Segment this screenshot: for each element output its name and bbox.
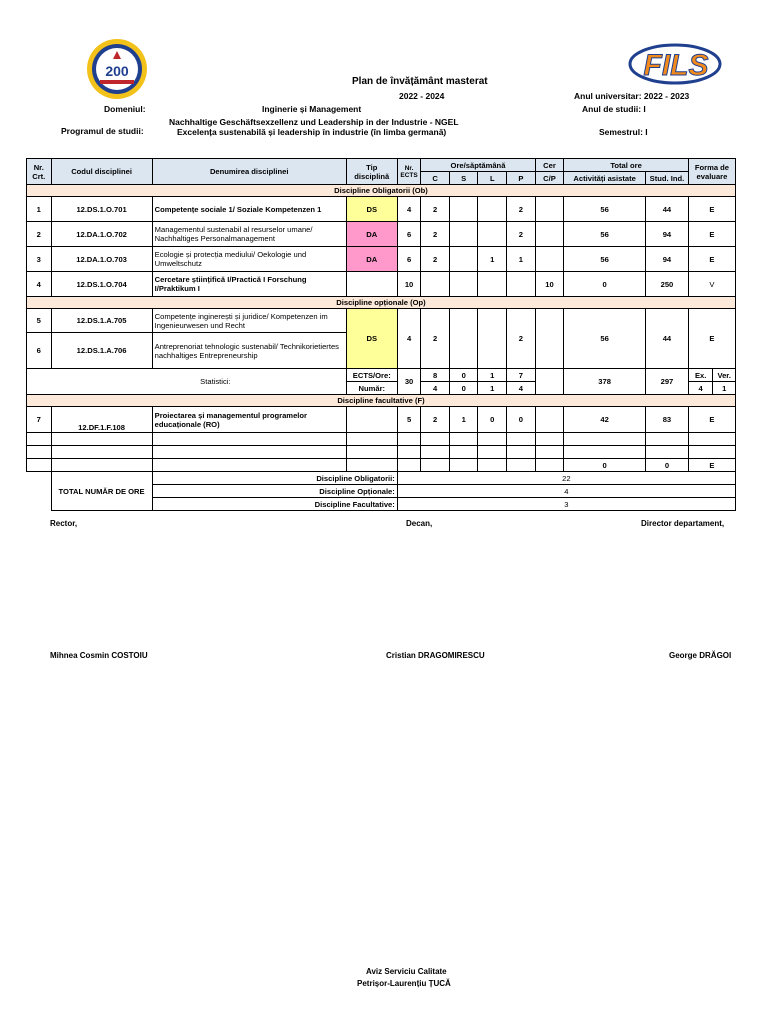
row-name: Competențe inginerești și juridice/ Kompetenzen im Ingenieurwesen und Recht [152, 309, 346, 333]
row-l [478, 197, 507, 222]
row-code: 12.DS.1.O.701 [51, 197, 152, 222]
stats-ects-c: 8 [421, 369, 450, 382]
f-total-row [27, 459, 736, 472]
stats-label: Statistici: [27, 369, 347, 395]
dean-title: Decan, [406, 519, 433, 528]
row-type: DS [346, 309, 397, 369]
fils-logo [628, 42, 722, 86]
row-l: 1 [478, 247, 507, 272]
row-ects: 5 [397, 407, 420, 433]
program-label: Programul de studii: [61, 126, 144, 136]
section-optionale: Discipline opționale (Op) [27, 297, 736, 309]
row-ind: 250 [645, 272, 688, 297]
row-nr: 1 [27, 197, 52, 222]
row-cp [535, 222, 564, 247]
row-type [346, 407, 397, 433]
row-l [478, 272, 507, 297]
row-p: 2 [507, 309, 536, 369]
stats-ects-s: 0 [449, 369, 478, 382]
table-row [27, 222, 736, 247]
row-cp [535, 197, 564, 222]
academic-year: Anul universitar: 2022 - 2023 [574, 91, 690, 101]
svg-text:FILS: FILS [643, 49, 709, 82]
stats-ects-l: 1 [478, 369, 507, 382]
row-type: DS [346, 197, 397, 222]
col-assisted-header: Activități asistate [564, 172, 646, 185]
curriculum-table [26, 158, 736, 511]
row-eval: V [688, 272, 735, 297]
page-title: Plan de învățământ masterat [352, 76, 488, 87]
stats-num-c: 4 [421, 382, 450, 395]
row-c: 2 [421, 407, 450, 433]
col-cer-header: Cer [535, 159, 564, 172]
col-type-header: Tip disciplină [346, 159, 397, 185]
row-cp [535, 247, 564, 272]
row-l [478, 309, 507, 369]
table-header-row [27, 159, 736, 172]
row-code: 12.DA.1.O.702 [51, 222, 152, 247]
row-eval: E [688, 247, 735, 272]
row-name: Proiectarea și managementul programelor educaționale (RO) [152, 407, 346, 433]
quality-title: Aviz Serviciu Calitate [366, 967, 447, 976]
row-s [449, 309, 478, 369]
row-name: Cercetare științifică I/Practică I Forschung I/Praktikum I [152, 272, 346, 297]
row-name: Competențe sociale 1/ Soziale Kompetenzen 1 [152, 197, 346, 222]
domain-label: Domeniul: [104, 104, 146, 114]
row-assisted: 42 [564, 407, 646, 433]
row-ects: 10 [397, 272, 420, 297]
row-nr: 7 [27, 407, 52, 433]
row-ind: 83 [645, 407, 688, 433]
stats-ind: 297 [645, 369, 688, 395]
rector-title: Rector, [50, 519, 78, 528]
col-total-hours-header: Total ore [564, 159, 689, 172]
row-s [449, 247, 478, 272]
row-p: 2 [507, 222, 536, 247]
stats-cp [535, 369, 564, 395]
section-obligatorii: Discipline Obligatorii (Ob) [27, 185, 736, 197]
row-c: 2 [421, 309, 450, 369]
row-p: 1 [507, 247, 536, 272]
row-c [421, 272, 450, 297]
row-cp: 10 [535, 272, 564, 297]
row-c: 2 [421, 197, 450, 222]
row-code: 12.DS.1.A.706 [51, 333, 152, 369]
table-row-empty [27, 433, 736, 446]
row-assisted: 56 [564, 247, 646, 272]
stats-row-ects [27, 369, 736, 382]
row-l: 0 [478, 407, 507, 433]
table-row [27, 407, 736, 433]
table-row [27, 247, 736, 272]
program-value-ro: Excelența sustenabilă și leadership în industrie (în limba germană) [177, 127, 447, 137]
stats-num-s: 0 [449, 382, 478, 395]
row-eval: E [688, 222, 735, 247]
row-assisted: 0 [564, 272, 646, 297]
row-eval: E [688, 197, 735, 222]
row-ects: 6 [397, 222, 420, 247]
row-assisted: 56 [564, 222, 646, 247]
total-hours-label: TOTAL NUMĂR DE ORE [51, 472, 152, 511]
row-c: 2 [421, 247, 450, 272]
col-l-header: L [478, 172, 507, 185]
stats-ects-label: ECTS/Ore: [346, 369, 397, 382]
row-ects: 4 [397, 197, 420, 222]
col-cp-header: C/P [535, 172, 564, 185]
total-ob-value: 22 [397, 472, 735, 485]
total-op-label: Discipline Opționale: [152, 485, 397, 498]
row-ind: 94 [645, 222, 688, 247]
f-total-assisted: 0 [564, 459, 646, 472]
row-name: Antreprenoriat tehnologic sustenabil/ Technikorietiertes nachhaltiges Entrepreneurship [152, 333, 346, 369]
row-cp [535, 407, 564, 433]
row-s [449, 197, 478, 222]
col-hours-week-header: Ore/săptămână [421, 159, 535, 172]
row-ind: 44 [645, 197, 688, 222]
row-p [507, 272, 536, 297]
col-s-header: S [449, 172, 478, 185]
row-type: DA [346, 222, 397, 247]
row-name: Managementul sustenabil al resurselor umane/ Nachhaltiges Personalmanagement [152, 222, 346, 247]
totals-row-ob [27, 472, 736, 485]
row-ind: 44 [645, 309, 688, 369]
row-name: Ecologie și protecția mediului/ Oekologie und Umweltschutz [152, 247, 346, 272]
col-ind-header: Stud. Ind. [645, 172, 688, 185]
col-code-header: Codul disciplinei [51, 159, 152, 185]
table-row-empty [27, 446, 736, 459]
stats-num-label: Număr: [346, 382, 397, 395]
program-value-de: Nachhaltige Geschäftsexzellenz und Leadership in der Industrie - NGEL [169, 117, 459, 127]
col-eval-header: Forma de evaluare [688, 159, 735, 185]
row-l [478, 222, 507, 247]
row-ects: 6 [397, 247, 420, 272]
row-code: 12.DS.1.O.704 [51, 272, 152, 297]
director-title: Director departament, [641, 519, 725, 528]
row-p: 0 [507, 407, 536, 433]
row-type: DA [346, 247, 397, 272]
row-s: 1 [449, 407, 478, 433]
col-p-header: P [507, 172, 536, 185]
section-facultative: Discipline facultative (F) [27, 395, 736, 407]
row-nr: 4 [27, 272, 52, 297]
row-type [346, 272, 397, 297]
dean-name: Cristian DRAGOMIRESCU [386, 651, 485, 660]
total-ob-label: Discipline Obligatorii: [152, 472, 397, 485]
row-nr: 2 [27, 222, 52, 247]
table-row [27, 272, 736, 297]
row-s [449, 272, 478, 297]
stats-assisted: 378 [564, 369, 646, 395]
university-logo [86, 38, 148, 100]
row-nr: 6 [27, 333, 52, 369]
stats-ects-p: 7 [507, 369, 536, 382]
table-row [27, 197, 736, 222]
col-ects-header: Nr. ECTS [397, 159, 420, 185]
stats-num-p: 4 [507, 382, 536, 395]
stats-ects-total: 30 [397, 369, 420, 395]
f-total-eval: E [688, 459, 735, 472]
stats-ver: 1 [713, 382, 736, 395]
director-name: George DRĂGOI [669, 651, 732, 660]
semester: Semestrul: I [599, 127, 648, 137]
row-eval: E [688, 407, 735, 433]
row-code: 12.DS.1.A.705 [51, 309, 152, 333]
row-s [449, 222, 478, 247]
row-code: 12.DA.1.O.703 [51, 247, 152, 272]
total-f-value: 3 [397, 498, 735, 511]
stats-ex-label: Ex. [688, 369, 713, 382]
col-nr-header: Nr. Crt. [27, 159, 52, 185]
stats-ver-label: Ver. [713, 369, 736, 382]
table-row [27, 309, 736, 333]
row-ind: 94 [645, 247, 688, 272]
total-f-label: Discipline Facultative: [152, 498, 397, 511]
row-assisted: 56 [564, 309, 646, 369]
row-assisted: 56 [564, 197, 646, 222]
row-ects: 4 [397, 309, 420, 369]
period: 2022 - 2024 [399, 91, 445, 101]
row-nr: 5 [27, 309, 52, 333]
col-name-header: Denumirea disciplinei [152, 159, 346, 185]
total-op-value: 4 [397, 485, 735, 498]
svg-text:200: 200 [105, 63, 129, 79]
domain-value: Inginerie și Management [262, 104, 362, 114]
quality-name: Petrișor-Laurențiu ȚUCĂ [357, 979, 451, 988]
f-total-ind: 0 [645, 459, 688, 472]
col-c-header: C [421, 172, 450, 185]
row-nr: 3 [27, 247, 52, 272]
rector-name: Mihnea Cosmin COSTOIU [50, 651, 148, 660]
row-code: 12.DF.1.F.108 [51, 407, 152, 433]
row-eval: E [688, 309, 735, 369]
row-p: 2 [507, 197, 536, 222]
stats-ex: 4 [688, 382, 713, 395]
stats-num-l: 1 [478, 382, 507, 395]
row-cp [535, 309, 564, 369]
study-year: Anul de studii: I [582, 104, 646, 114]
row-c: 2 [421, 222, 450, 247]
